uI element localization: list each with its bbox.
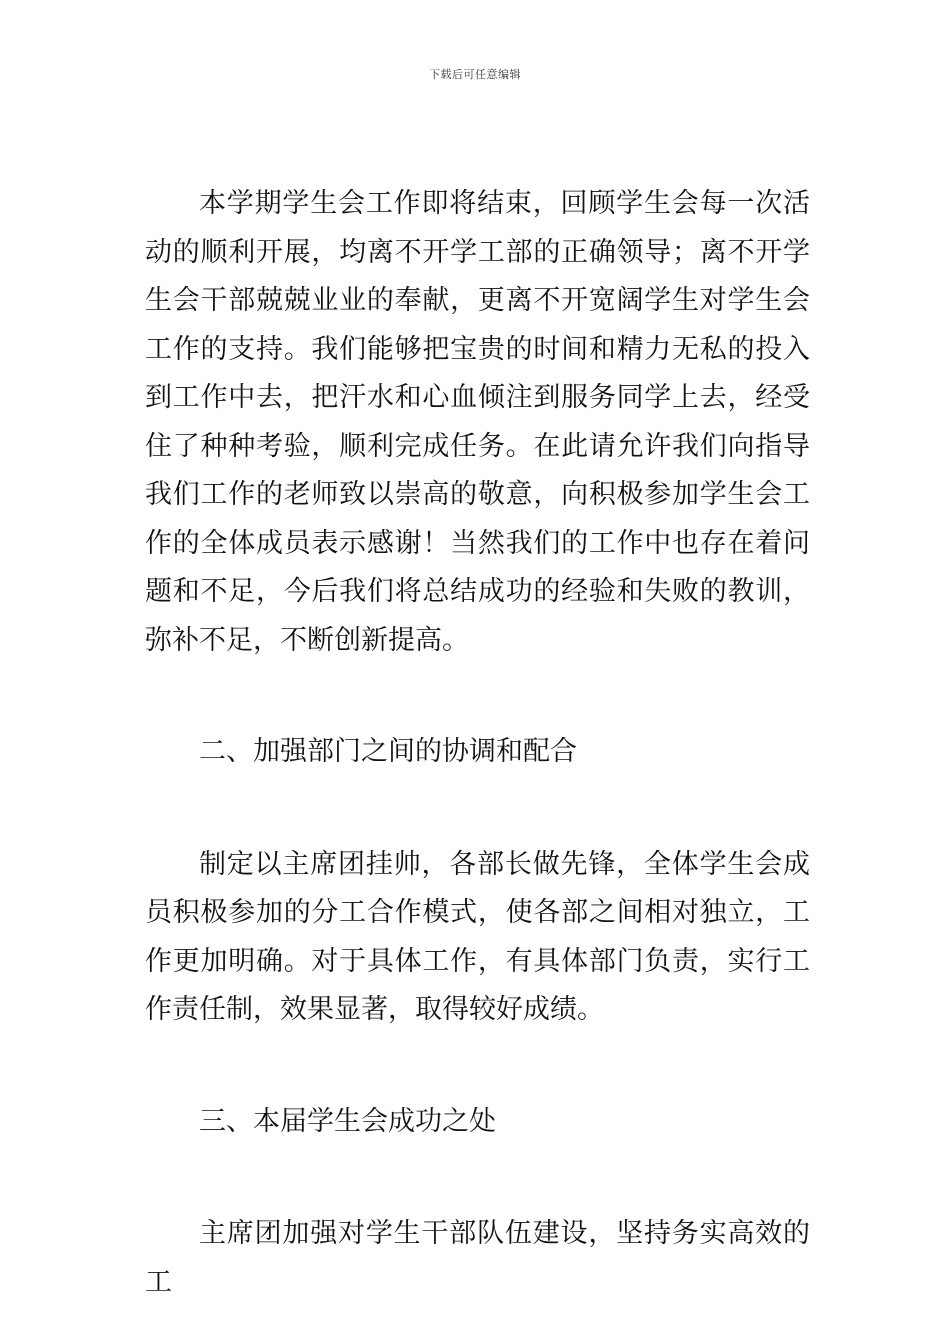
spacer bbox=[145, 1146, 810, 1210]
section-heading-2: 二、加强部门之间的协调和配合 bbox=[199, 736, 577, 767]
document-body bbox=[145, 180, 810, 1307]
paragraph-2: 制定以主席团挂帅，各部长做先锋，全体学生会成员积极参加的分工合作模式，使各部之间相对独立，工作更加明确。对于具体工作，有具体部门负责，实行工作责任制，效果显著，取得较好成绩。 bbox=[145, 848, 810, 1025]
spacer bbox=[145, 665, 810, 728]
spacer bbox=[145, 777, 810, 841]
header-note: 下载后可任意编辑 bbox=[429, 68, 521, 81]
paragraph-1: 本学期学生会工作即将结束，回顾学生会每一次活动的顺利开展，均离不开学工部的正确领导；离不开学生会干部兢兢业业的奉献，更离不开宽阔学生对学生会工作的支持。我们能够把宝贵的时间和精力无私的投入到工作中去，把汗水和心血倾注到服务同学上去，经受住了种种考验，顺利完成任务。在此请允许我们向指导我们工作的老师致以崇高的敬意，向积极参加学生会工作的全体成员表示感谢！当然我们的工作中也存在着问题和不足，今后我们将总结成功的经验和失败的教训，弥补不足，不断创新提高。 bbox=[145, 188, 810, 656]
spacer bbox=[145, 1035, 810, 1098]
section-heading-3: 三、本届学生会成功之处 bbox=[199, 1105, 496, 1137]
paragraph-3: 主席团加强对学生干部队伍建设，坚持务实高效的工 bbox=[145, 1218, 810, 1298]
